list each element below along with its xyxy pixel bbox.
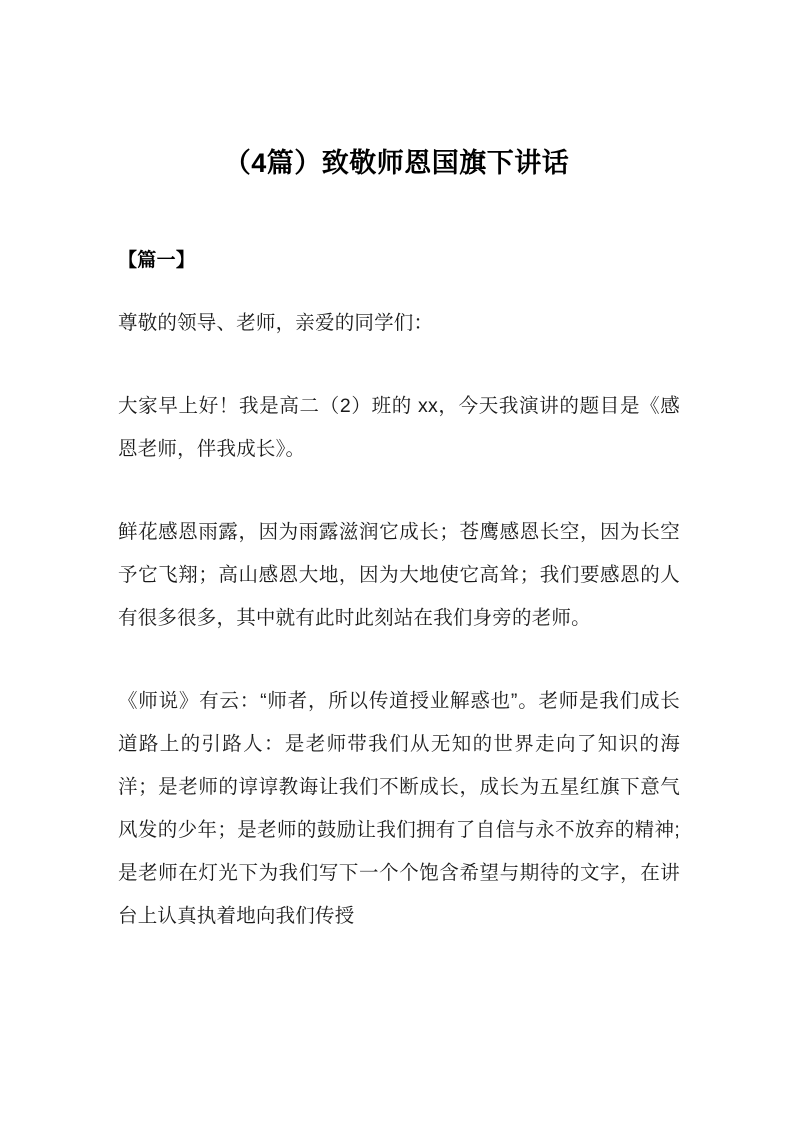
paragraph-gratitude-metaphors: 鲜花感恩雨露，因为雨露滋润它成长；苍鹰感恩长空，因为长空予它飞翔；高山感恩大地，因为大地使它高耸；我们要感恩的人有很多很多，其中就有此时此刻站在我们身旁的老师。	[118, 521, 680, 629]
section-heading-pian-yi: 【篇一】	[118, 250, 196, 271]
paragraph-introduction: 大家早上好！我是高二（2）班的 xx，今天我演讲的题目是《感恩老师，伴我成长》。	[118, 395, 680, 460]
document-body	[118, 246, 680, 938]
paragraph-shishuo-quote: 《师说》有云：“师者，所以传道授业解惑也”。老师是我们成长道路上的引路人：是老师带我们从无知的世界走向了知识的海洋；是老师的谆谆教诲让我们不断成长，成长为五星红旗下意气风发的少年；是老师的鼓励让我们拥有了自信与永不放弃的精神;是老师在灯光下为我们写下一个个饱含希望与期待的文字，在讲台上认真执着地向我们传授	[118, 690, 680, 927]
page-title: （4篇）致敬师恩国旗下讲话	[223, 148, 570, 179]
paragraph-salutation: 尊敬的领导、老师，亲爱的同学们：	[118, 312, 434, 334]
